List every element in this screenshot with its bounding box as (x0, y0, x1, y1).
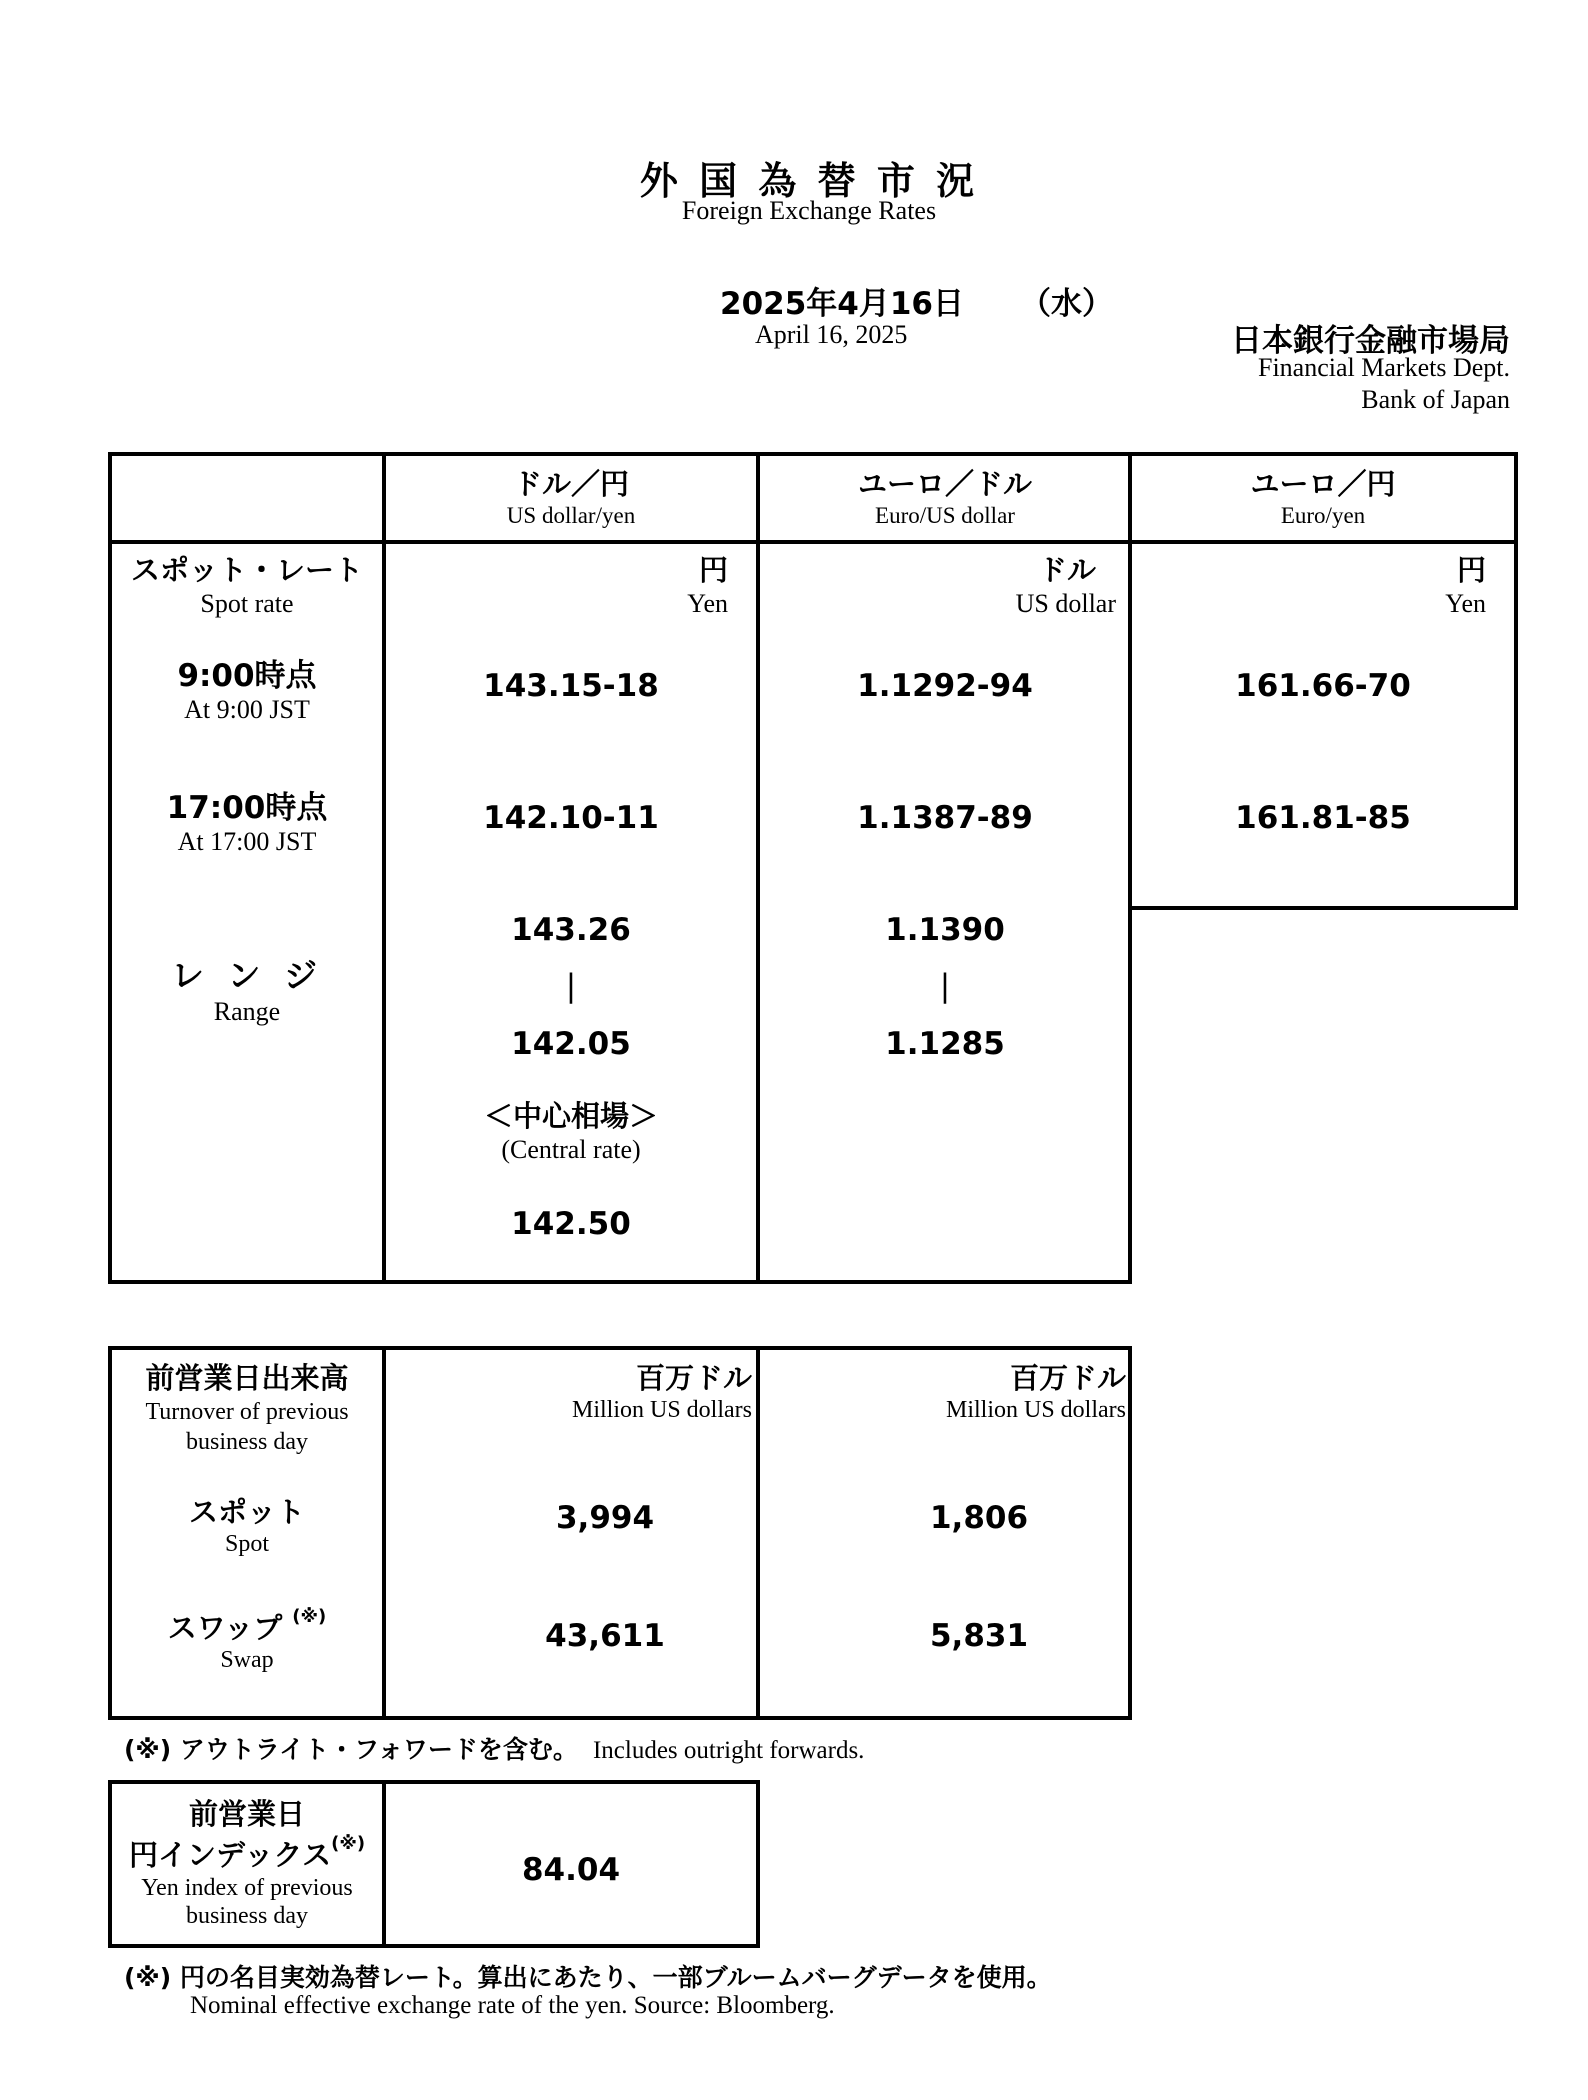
row-label-en: At 17:00 JST (177, 827, 317, 856)
yen-index-label-en-1: Yen index of previous (141, 1875, 353, 1901)
yen-index-label (112, 1792, 382, 1930)
col-header-en: Euro/yen (1280, 503, 1366, 528)
turnover-swap-eurusd: 5,831 (929, 1618, 1029, 1654)
turnover-label-jp: 前営業日出来高 (145, 1361, 349, 1395)
spot-label-en: Spot (224, 1531, 269, 1557)
unit-eurusd (760, 548, 1116, 619)
turnover-unit-2 (760, 1356, 1126, 1424)
turnover-unit-1 (386, 1356, 752, 1424)
col-header-jp: ユーロ／ドル (857, 467, 1032, 501)
rate-9-usdjpy: 143.15-18 (483, 668, 659, 704)
unit-en: Yen (687, 589, 728, 618)
col-header-jp: ユーロ／円 (1250, 467, 1396, 501)
unit-en: US dollar (1015, 589, 1116, 618)
turnover-label-en-2: business day (186, 1429, 308, 1455)
row-label-17 (112, 782, 382, 857)
col-header-jp: ドル／円 (512, 467, 629, 501)
page-title-jp: 外 国 為 替 市 況 (639, 159, 979, 203)
yen-index-label-text: 円インデックス (128, 1838, 332, 1872)
central-rate-value: 142.50 (511, 1206, 631, 1242)
central-rate-label (386, 1094, 756, 1165)
central-rate-label-en: (Central rate) (501, 1135, 641, 1164)
yen-index-footnote-jp: (※) 円の名目実効為替レート。算出にあたり、一部ブルームバーグデータを使用。 (124, 1963, 1052, 1992)
col-header-usdjpy (386, 462, 756, 529)
footnote-en: Includes outright forwards. (592, 1737, 865, 1764)
yen-index-label-jp-1: 前営業日 (188, 1797, 305, 1831)
dept-en-2: Bank of Japan (1361, 385, 1510, 414)
turnover-spot-label (112, 1490, 382, 1558)
date-jp: 2025年4月16日 (720, 286, 964, 322)
unit-usdjpy (386, 548, 728, 619)
range-low-usdjpy: 142.05 (511, 1026, 631, 1062)
yen-index-note-mark: (※) (331, 1833, 366, 1854)
col-header-eurusd (760, 462, 1130, 529)
yen-index-label-en-2: business day (186, 1903, 308, 1929)
turnover-spot-usdjpy: 3,994 (555, 1500, 655, 1536)
unit-en: Yen (1445, 589, 1486, 618)
col-header-en: US dollar/yen (506, 503, 636, 528)
spot-rate-label-en: Spot rate (200, 589, 294, 618)
rate-17-usdjpy: 142.10-11 (483, 800, 659, 836)
unit-jp: 円 (698, 553, 728, 587)
swap-note-mark: (※) (292, 1606, 327, 1627)
dept-en-1: Financial Markets Dept. (1258, 353, 1510, 382)
footnote-jp: (※) アウトライト・フォワードを含む。 (124, 1735, 578, 1764)
unit-en: Million US dollars (945, 1397, 1126, 1423)
turnover-swap-label (112, 1606, 382, 1674)
unit-jp: ドル (1037, 553, 1096, 587)
rate-9-eurjpy: 161.66-70 (1235, 668, 1411, 704)
spot-rate-label (112, 548, 382, 619)
row-label-en: At 9:00 JST (184, 695, 310, 724)
spot-label-jp: スポット (188, 1495, 305, 1529)
range-high-usdjpy: 143.26 (511, 912, 631, 948)
col-header-en: Euro/US dollar (875, 503, 1015, 528)
row-label-jp: 9:00時点 (177, 658, 317, 694)
swap-label-en: Swap (220, 1647, 274, 1673)
central-rate-label-jp: ＜中心相場＞ (483, 1099, 658, 1133)
range-separator: | (939, 968, 951, 1004)
range-separator: | (565, 968, 577, 1004)
range-low-eurusd: 1.1285 (885, 1026, 1005, 1062)
turnover-spot-eurusd: 1,806 (929, 1500, 1029, 1536)
row-label-9 (112, 650, 382, 725)
swap-label-text: スワップ (167, 1611, 283, 1645)
unit-jp: 百万ドル (1009, 1361, 1126, 1395)
range-high-eurusd: 1.1390 (885, 912, 1005, 948)
turnover-swap-usdjpy: 43,611 (545, 1618, 665, 1654)
rate-17-eurusd: 1.1387-89 (857, 800, 1033, 836)
rate-9-eurusd: 1.1292-94 (857, 668, 1033, 704)
range-label-jp: レ ン ジ (171, 956, 323, 995)
swap-label-jp (112, 1606, 382, 1647)
turnover-label (112, 1356, 382, 1457)
dept-jp: 日本銀行金融市場局 (1231, 323, 1510, 359)
unit-eurjpy (1132, 548, 1486, 619)
weekday-jp: （水） (1020, 286, 1113, 322)
header-divider (108, 540, 1518, 544)
unit-en: Million US dollars (571, 1397, 752, 1423)
range-label-en: Range (213, 997, 281, 1026)
turnover-footnote (124, 1730, 864, 1766)
rate-17-eurjpy: 161.81-85 (1235, 800, 1411, 836)
range-label (112, 950, 382, 1027)
yen-index-value: 84.04 (521, 1852, 621, 1888)
page-title-en: Foreign Exchange Rates (681, 196, 937, 225)
yen-index-footnote-en: Nominal effective exchange rate of the yen. Source: Bloomberg. (190, 1992, 835, 2019)
date-en: April 16, 2025 (755, 320, 908, 349)
row-label-jp: 17:00時点 (166, 790, 328, 826)
spot-rate-label-jp: スポット・レート (130, 553, 363, 587)
yen-index-label-jp-2 (112, 1833, 382, 1874)
unit-jp: 百万ドル (635, 1361, 752, 1395)
unit-jp: 円 (1456, 553, 1486, 587)
turnover-label-en-1: Turnover of previous (145, 1399, 349, 1425)
col-header-eurjpy (1132, 462, 1514, 529)
